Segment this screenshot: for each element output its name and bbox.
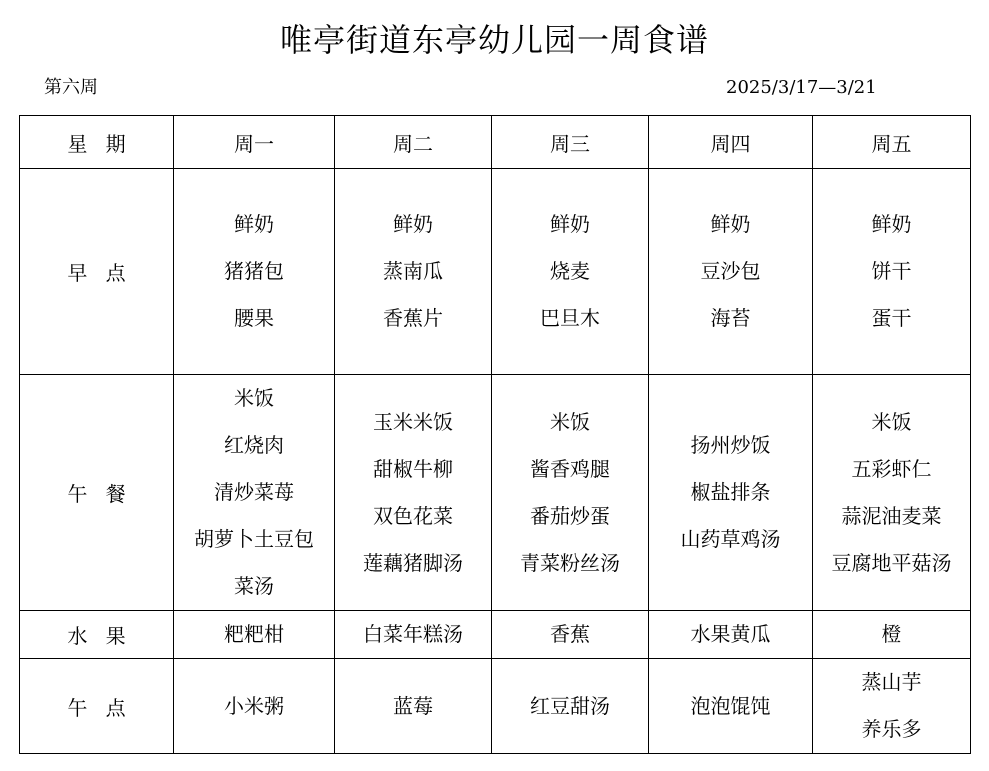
menu-item: 鲜奶 — [234, 212, 274, 236]
table-row — [20, 611, 971, 659]
menu-item: 蛋干 — [871, 306, 912, 330]
row-label-breakfast: 早 点 — [20, 169, 174, 375]
meal-cell-fruit-mon — [174, 611, 335, 659]
menu-item: 鲜奶 — [550, 212, 590, 236]
menu-table — [19, 115, 971, 754]
meal-cell-lunch-tue — [335, 375, 492, 611]
meal-cell-fruit-tue — [335, 611, 492, 659]
meal-cell-lunch-wed — [492, 375, 649, 611]
day-header-tue: 周二 — [335, 116, 492, 169]
meal-cell-afternoon-snack-thu — [649, 659, 813, 754]
menu-item: 巴旦木 — [540, 306, 600, 330]
menu-item: 莲藕猪脚汤 — [363, 550, 463, 575]
menu-item: 鲜奶 — [871, 212, 912, 236]
menu-item: 双色花菜 — [373, 503, 453, 528]
row-label-fruit: 水 果 — [20, 611, 174, 659]
meal-cell-breakfast-tue — [335, 169, 492, 375]
menu-item: 椒盐排条 — [690, 480, 771, 504]
menu-item: 菜汤 — [234, 574, 274, 598]
menu-item: 豆腐地平菇汤 — [831, 550, 952, 575]
header-row — [20, 116, 971, 169]
day-header-fri: 周五 — [813, 116, 971, 169]
meal-cell-breakfast-fri — [813, 169, 971, 375]
table-row — [20, 169, 971, 375]
menu-item: 橙 — [881, 622, 902, 646]
meal-cell-afternoon-snack-wed — [492, 659, 649, 754]
menu-item: 五彩虾仁 — [851, 456, 932, 481]
menu-item: 青菜粉丝汤 — [520, 550, 620, 575]
menu-item: 番茄炒蛋 — [530, 503, 610, 528]
menu-item: 小米粥 — [224, 693, 284, 718]
menu-item: 香蕉 — [550, 622, 590, 646]
meal-cell-lunch-thu — [649, 375, 813, 611]
meal-cell-lunch-fri — [813, 375, 971, 611]
menu-item: 红烧肉 — [224, 433, 284, 457]
row-label-afternoon-snack: 午 点 — [20, 659, 174, 754]
menu-item: 红豆甜汤 — [530, 693, 610, 718]
menu-item: 粑粑柑 — [224, 622, 284, 646]
table-row — [20, 659, 971, 754]
menu-item: 山药草鸡汤 — [680, 527, 781, 551]
menu-item: 鲜奶 — [710, 212, 751, 236]
menu-item: 腰果 — [234, 306, 274, 330]
menu-item: 海苔 — [710, 306, 751, 330]
menu-item: 米饭 — [234, 386, 274, 410]
meal-cell-fruit-wed — [492, 611, 649, 659]
meal-cell-breakfast-thu — [649, 169, 813, 375]
menu-item: 酱香鸡腿 — [530, 456, 610, 481]
menu-item: 养乐多 — [861, 717, 922, 741]
menu-item: 烧麦 — [550, 259, 590, 283]
meal-cell-afternoon-snack-tue — [335, 659, 492, 754]
menu-item: 香蕉片 — [383, 306, 443, 330]
meal-cell-breakfast-mon — [174, 169, 335, 375]
day-header-mon: 周一 — [174, 116, 335, 169]
menu-item: 饼干 — [871, 259, 912, 283]
menu-item: 水果黄瓜 — [690, 622, 771, 646]
menu-item: 豆沙包 — [700, 259, 761, 283]
menu-item: 泡泡馄饨 — [690, 693, 771, 718]
corner-header: 星 期 — [20, 116, 174, 169]
page-title: 唯亭街道东亭幼儿园一周食谱 — [279, 21, 709, 59]
menu-item: 白菜年糕汤 — [363, 622, 463, 646]
row-label-lunch: 午 餐 — [20, 375, 174, 611]
meal-cell-fruit-thu — [649, 611, 813, 659]
menu-item: 米饭 — [871, 409, 912, 434]
menu-item: 蒜泥油麦菜 — [841, 503, 942, 528]
meal-cell-breakfast-wed — [492, 169, 649, 375]
menu-item: 甜椒牛柳 — [373, 456, 453, 481]
menu-item: 蒸南瓜 — [383, 259, 443, 283]
menu-item: 蒸山芋 — [861, 670, 922, 694]
meal-cell-afternoon-snack-mon — [174, 659, 335, 754]
meal-cell-fruit-fri — [813, 611, 971, 659]
menu-item: 玉米米饭 — [373, 409, 453, 434]
menu-item: 胡萝卜土豆包 — [194, 527, 314, 551]
menu-item: 鲜奶 — [393, 212, 433, 236]
menu-item: 米饭 — [550, 409, 590, 434]
meal-cell-afternoon-snack-fri — [813, 659, 971, 754]
day-header-wed: 周三 — [492, 116, 649, 169]
meal-cell-lunch-mon — [174, 375, 335, 611]
week-label: 第六周 — [44, 77, 98, 98]
menu-item: 扬州炒饭 — [690, 433, 771, 457]
menu-item: 清炒菜苺 — [214, 480, 294, 504]
day-header-thu: 周四 — [649, 116, 813, 169]
table-row — [20, 375, 971, 611]
menu-item: 猪猪包 — [224, 259, 284, 283]
menu-item: 蓝莓 — [393, 693, 433, 718]
date-range: 2025/3/17—3/21 — [726, 77, 877, 98]
